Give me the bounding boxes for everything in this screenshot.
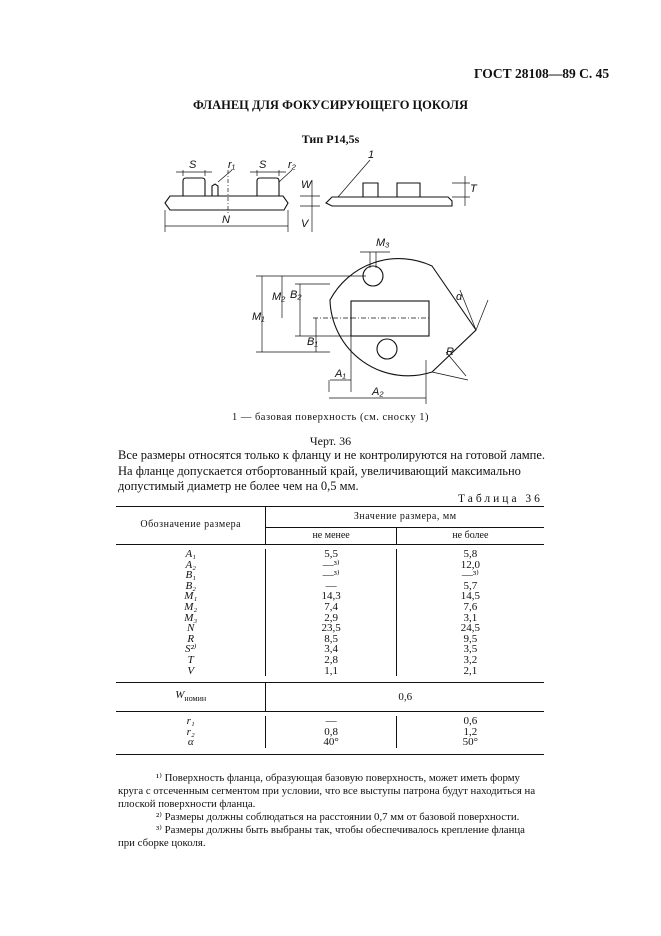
- cell-max: 24,5: [460, 622, 480, 635]
- cell-max: 0,6: [463, 715, 478, 728]
- plan-view: [256, 252, 488, 404]
- label-a2: A₂: [372, 386, 384, 398]
- cell-max: 5,8: [463, 548, 478, 560]
- cell-name: r₁: [116, 716, 266, 727]
- cell-min: 3,4: [266, 644, 396, 655]
- type-label: Тип P14,5s: [301, 132, 360, 146]
- header-max: не более: [452, 529, 489, 541]
- page-title: ФЛАНЕЦ ДЛЯ ФОКУСИРУЮЩЕГО ЦОКОЛЯ: [192, 98, 469, 112]
- cell-name: M₂: [116, 602, 266, 613]
- table-row: [116, 666, 544, 677]
- cell-max: 5,7: [463, 579, 478, 592]
- cell-min: —: [266, 581, 396, 592]
- label-m2: M₂: [272, 291, 286, 303]
- cell-max: 1,2: [463, 725, 478, 738]
- cell-name: V: [116, 666, 266, 677]
- footnote-3: ³⁾ Размеры должны быть выбраны так, чтобы обеспечивалось крепление фланца при сборке цоколя.: [118, 824, 525, 849]
- cell-max: 50°: [462, 736, 479, 749]
- flange-drawing: [0, 0, 661, 440]
- cell-min: —³⁾: [266, 570, 396, 581]
- nominal-value: 0,6: [398, 690, 413, 703]
- cell-min: 7,4: [266, 602, 396, 613]
- page-header: ГОСТ 28108—89 С. 45: [474, 66, 610, 81]
- table-title: Таблица 36: [458, 493, 543, 505]
- cell-name: α: [116, 737, 266, 748]
- footnote-2: ²⁾ Размеры должны соблюдаться на расстоянии 0,7 мм от базовой поверхности.: [156, 811, 520, 823]
- label-s-right: S: [259, 159, 267, 171]
- cell-max: 2,1: [463, 664, 478, 677]
- label-b2: B₂: [290, 289, 302, 301]
- cell-name: T: [116, 655, 266, 666]
- cell-max: 14,5: [460, 590, 480, 603]
- cell-name: M₃: [116, 613, 266, 624]
- cell-min: 14,3: [266, 591, 396, 602]
- cell-min: —: [266, 716, 396, 727]
- cell-max: 3,2: [463, 653, 478, 666]
- label-a1: A₁: [335, 368, 346, 380]
- cell-name: R: [116, 634, 266, 645]
- table-row: [116, 602, 544, 613]
- cell-max: 7,6: [463, 600, 478, 613]
- cell-min: 40°: [266, 737, 396, 748]
- label-m3: M₃: [376, 237, 390, 249]
- cell-max: 3,5: [463, 643, 478, 656]
- label-s-left: S: [189, 159, 197, 171]
- table-row: [116, 655, 544, 666]
- label-one: 1: [368, 149, 375, 161]
- header-value: Значение размера, мм: [266, 507, 544, 528]
- drawing-note: 1 — базовая поверхность (см. сноску 1): [231, 412, 430, 423]
- cell-min: 23,5: [266, 623, 396, 634]
- header-name: Обозначение размера: [116, 507, 266, 545]
- label-m1: M₁: [252, 311, 265, 323]
- cell-name: B₁: [116, 570, 266, 581]
- header-min: не менее: [266, 528, 396, 545]
- cell-min: 8,5: [266, 634, 396, 645]
- cell-max: 12,0: [460, 558, 480, 571]
- cell-name: M₁: [116, 591, 266, 602]
- label-t: T: [470, 183, 477, 195]
- side-view-right: [300, 160, 470, 232]
- cell-name: A₂: [116, 560, 266, 571]
- label-n: N: [222, 214, 230, 226]
- label-r2: r₂: [288, 159, 296, 171]
- label-r1: r₁: [228, 159, 236, 171]
- cell-min: 2,8: [266, 655, 396, 666]
- cell-min: 1,1: [266, 666, 396, 677]
- figure-caption: Черт. 36: [309, 434, 352, 448]
- dimensions-table: [116, 506, 544, 755]
- cell-max: —³⁾: [461, 569, 479, 582]
- footnote-1: ¹⁾ Поверхность фланца, образующая базовую поверхность, может иметь форму круга с отсеченным сегментом при условии, что все выступы патрона будут находиться на плоской поверхности фланца.: [118, 772, 536, 810]
- cell-name: N: [116, 623, 266, 634]
- cell-name: A₁: [116, 549, 266, 560]
- label-alpha: α: [456, 291, 463, 303]
- cell-max: 3,1: [463, 611, 478, 624]
- table-row: [116, 549, 544, 560]
- cell-min: 2,9: [266, 613, 396, 624]
- nominal-name: $W_{номин}$: [116, 683, 266, 712]
- label-v: V: [301, 218, 309, 230]
- label-w: W: [301, 179, 312, 191]
- cell-name: S²⁾: [116, 644, 266, 655]
- cell-min: —³⁾: [266, 560, 396, 571]
- paragraph-2: На фланце допускается отбортованный край, увеличивающий максимально допустимый диаметр не более чем на 0,5 мм.: [118, 464, 521, 493]
- cell-max: 9,5: [463, 632, 478, 645]
- paragraph-1: Все размеры относятся только к фланцу и не контролируются на готовой лампе.: [118, 448, 546, 462]
- label-b1: B₁: [307, 336, 318, 348]
- cell-name: r₂: [116, 727, 266, 738]
- cell-min: 5,5: [266, 549, 396, 560]
- table-row: [116, 737, 544, 748]
- cell-min: 0,8: [266, 727, 396, 738]
- label-r: R: [446, 346, 454, 358]
- cell-name: B₂: [116, 581, 266, 592]
